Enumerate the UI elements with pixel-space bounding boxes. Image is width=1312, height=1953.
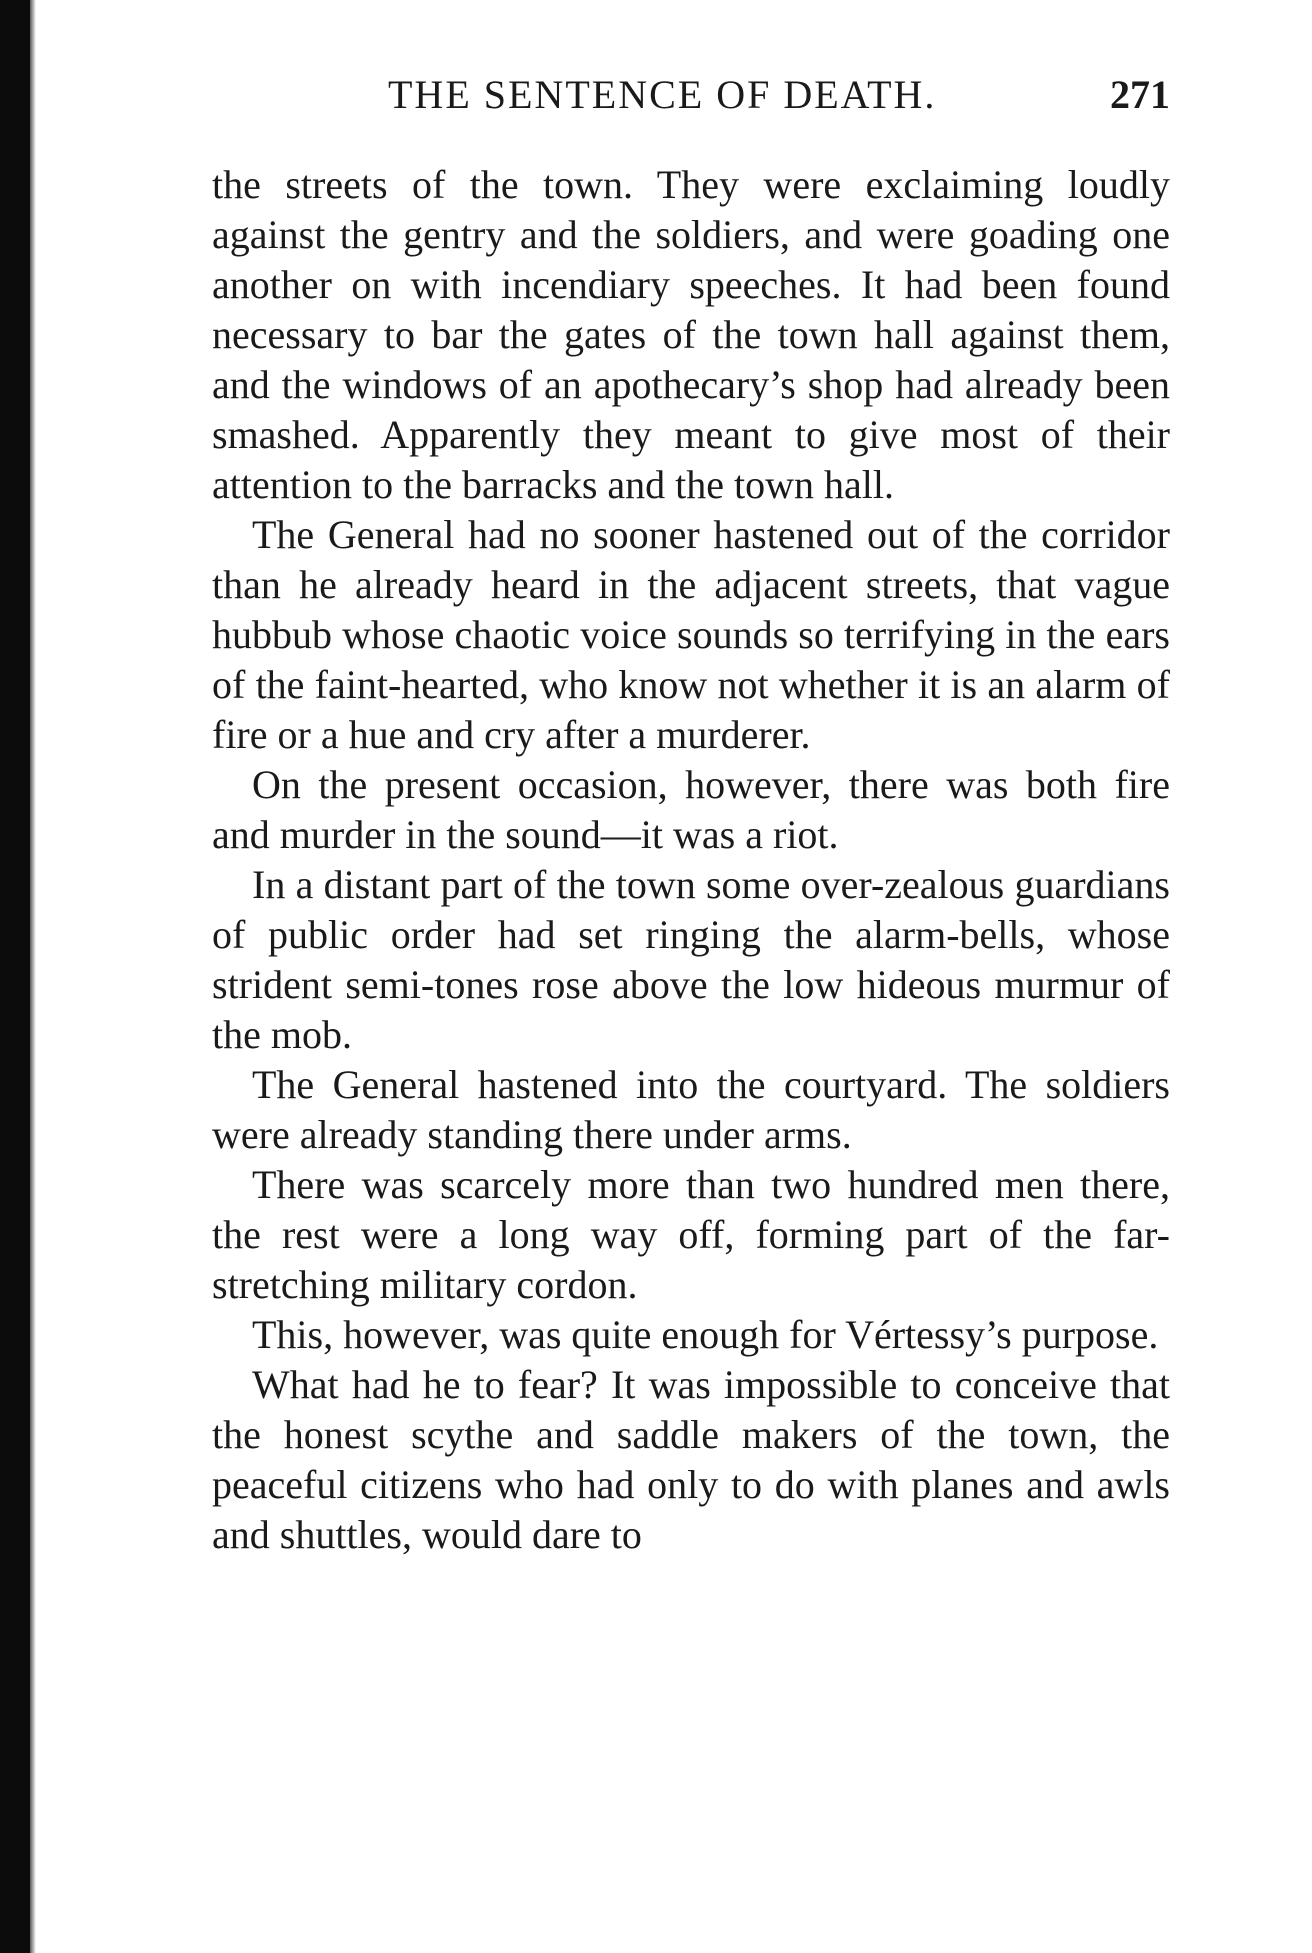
- scan-binding-edge: [0, 0, 30, 1953]
- paragraph-4: In a distant part of the town some over-zealous guardians of public order had set ringing the alarm-bells, whose strident semi-tones rose above the low hideous murmur of the mob.: [212, 862, 1170, 1057]
- paragraph-7: This, however, was quite enough for Vértessy’s purpose.: [252, 1312, 1159, 1357]
- page-number: 271: [1110, 72, 1170, 117]
- body-text: [212, 160, 1170, 1560]
- running-head-title: THE SENTENCE OF DEATH.: [388, 72, 937, 117]
- paragraph-1: the streets of the town. They were exclaiming loudly against the gentry and the soldiers, and were goading one another on with incendiary speeches. It had been found necessary to bar the gates of the town hall against them, and the windows of an apothecary’s shop had already been smashed. Apparently they meant to give most of their attention to the barracks and the town hall.: [212, 162, 1170, 507]
- paragraph-2: The General had no sooner hastened out of the corridor than he already heard in the adjacent streets, that vague hubbub whose chaotic voice sounds so terrifying in the ears of the faint-hearted, who know not whether it is an alarm of fire or a hue and cry after a murderer.: [212, 512, 1170, 757]
- paragraph-3: On the present occasion, however, there was both fire and murder in the sound—it was a riot.: [212, 762, 1170, 857]
- scan-binding-shadow: [30, 0, 36, 1953]
- paragraph-6: There was scarcely more than two hundred men there, the rest were a long way off, forming part of the far-stretching military cordon.: [212, 1162, 1170, 1307]
- running-head: [210, 70, 1170, 120]
- paragraph-5: The General hastened into the courtyard. The soldiers were already standing there under arms.: [212, 1062, 1170, 1157]
- paragraph-8: What had he to fear? It was impossible to conceive that the honest scythe and saddle makers of the town, the peaceful citizens who had only to do with planes and awls and shuttles, would dare to: [212, 1362, 1170, 1557]
